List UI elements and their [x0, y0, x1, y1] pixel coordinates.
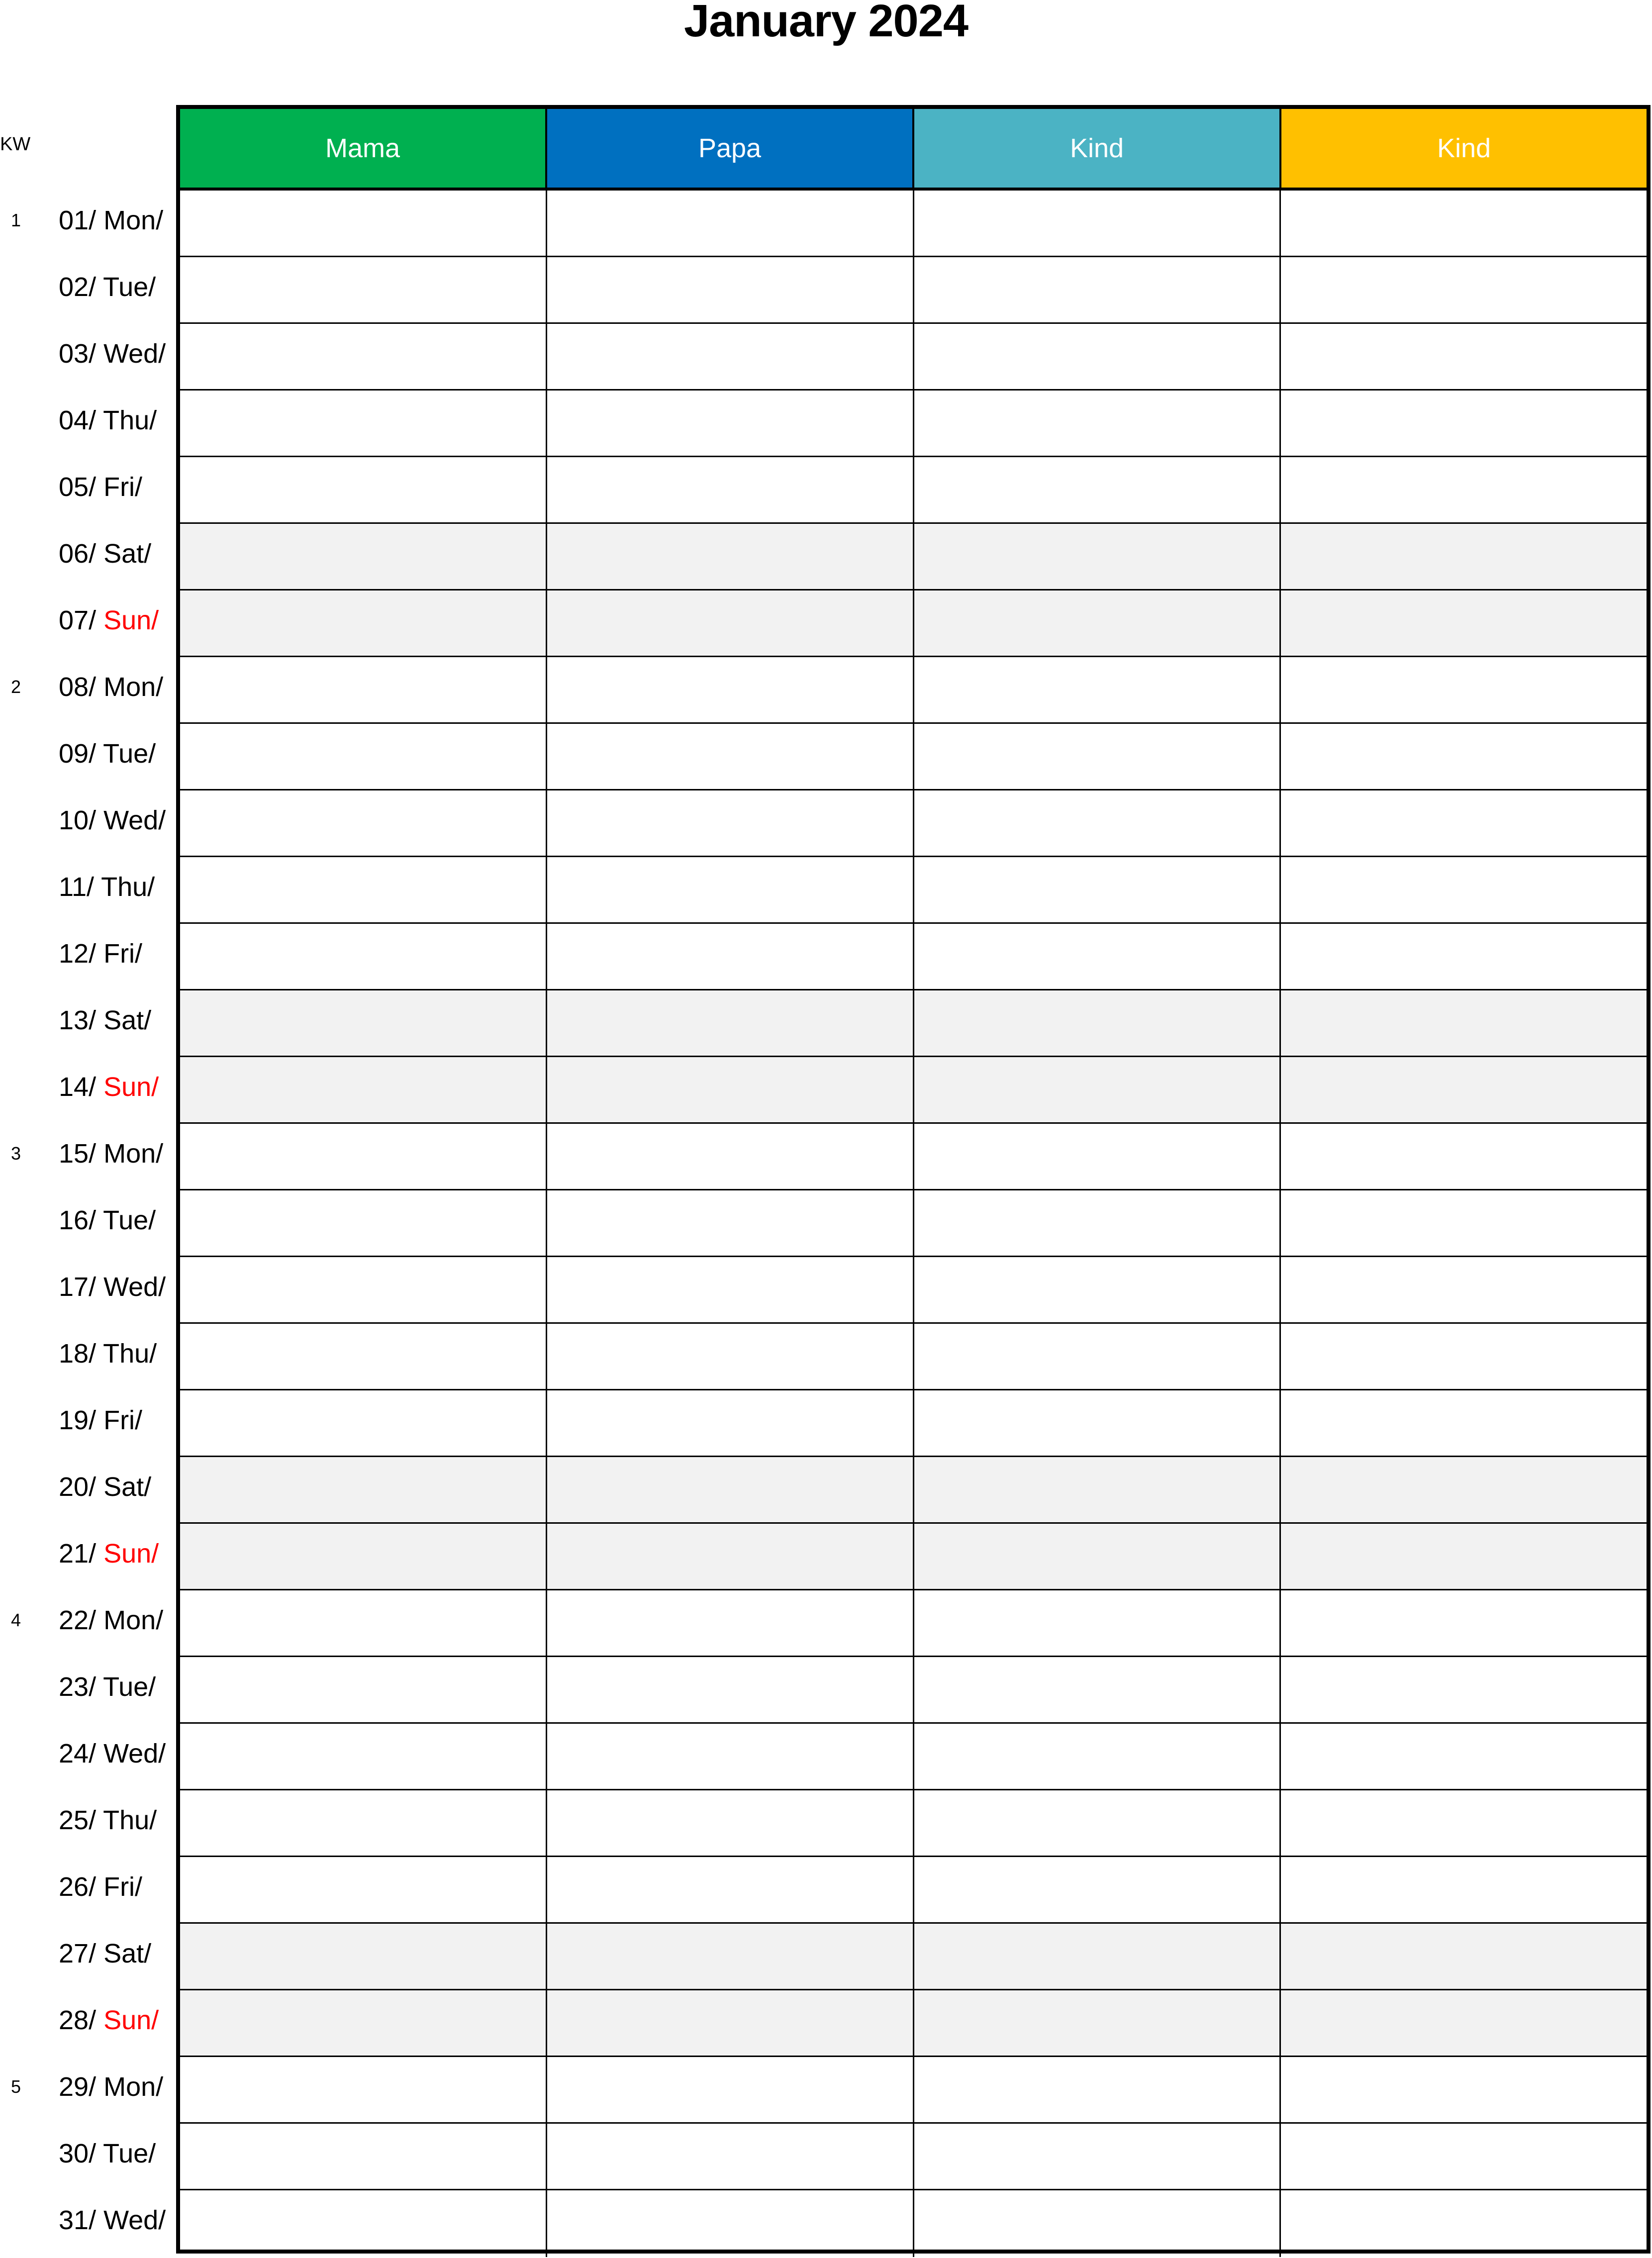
day-label: [0, 1187, 176, 1254]
entry-cell[interactable]: [1281, 1257, 1647, 1322]
day-number: 06/: [59, 539, 97, 569]
weekday-name: Sun/: [103, 2005, 159, 2035]
entry-cell[interactable]: [1281, 1124, 1647, 1189]
day-label: [0, 2187, 176, 2254]
entry-cell[interactable]: [1281, 1590, 1647, 1656]
date-label: [59, 404, 157, 436]
weekday-name: Thu/: [101, 872, 155, 902]
entry-cell[interactable]: [547, 257, 914, 322]
day-row: [180, 790, 1647, 857]
entry-cell[interactable]: [1281, 1190, 1647, 1256]
column-header-kind-1: Kind: [914, 109, 1281, 188]
entry-cell[interactable]: [1281, 191, 1647, 256]
entry-cell[interactable]: [180, 1657, 547, 1722]
entry-cell[interactable]: [1281, 1657, 1647, 1722]
entry-cell[interactable]: [547, 191, 914, 256]
planner-grid: [176, 105, 1651, 2254]
entry-cell[interactable]: [914, 1457, 1281, 1522]
day-number: 12/: [59, 939, 97, 969]
date-label: [59, 1871, 142, 1903]
weekday-name: Fri/: [103, 1405, 143, 1435]
weekday-name: Mon/: [103, 205, 164, 235]
entry-cell[interactable]: [180, 1590, 547, 1656]
day-label: [0, 254, 176, 321]
entry-cell[interactable]: [180, 524, 547, 589]
calendar-week-number: 2: [11, 677, 21, 697]
day-label: [0, 1854, 176, 1921]
entry-cell[interactable]: [547, 1124, 914, 1189]
entry-cell[interactable]: [914, 1657, 1281, 1722]
entry-cell[interactable]: [1281, 1857, 1647, 1922]
weekday-name: Sun/: [103, 605, 159, 635]
entry-cell[interactable]: [547, 1590, 914, 1656]
entry-cell[interactable]: [547, 1990, 914, 2056]
date-label: [59, 1938, 151, 1969]
column-header-row: [180, 109, 1647, 191]
entry-cell[interactable]: [180, 2190, 547, 2257]
entry-cell[interactable]: [180, 1524, 547, 1589]
day-number: 14/: [59, 1072, 97, 1102]
calendar-week-header: KW: [0, 134, 31, 155]
day-number: 01/: [59, 205, 97, 235]
entry-cell[interactable]: [180, 990, 547, 1056]
entry-cell[interactable]: [180, 1924, 547, 1989]
entry-cell[interactable]: [547, 857, 914, 922]
entry-cell[interactable]: [914, 1724, 1281, 1789]
entry-cell[interactable]: [914, 524, 1281, 589]
date-label: [59, 671, 163, 703]
entry-cell[interactable]: [1281, 1790, 1647, 1856]
entry-cell[interactable]: [547, 1324, 914, 1389]
entry-cell[interactable]: [547, 1257, 914, 1322]
day-row: [180, 524, 1647, 590]
entry-cell[interactable]: [547, 1190, 914, 1256]
day-label: [0, 721, 176, 787]
planner-rows: [180, 191, 1647, 2257]
weekday-name: Thu/: [103, 1339, 157, 1369]
day-row: [180, 724, 1647, 790]
entry-cell[interactable]: [547, 457, 914, 522]
entry-cell[interactable]: [180, 724, 547, 789]
weekday-name: Sat/: [103, 1939, 152, 1968]
day-number: 02/: [59, 272, 97, 302]
weekday-name: Wed/: [103, 1272, 166, 1302]
day-number: 16/: [59, 1205, 97, 1235]
date-label: [59, 2071, 163, 2103]
weekday-name: Wed/: [103, 339, 166, 369]
weekday-name: Sun/: [103, 1539, 159, 1569]
entry-cell[interactable]: [1281, 457, 1647, 522]
entry-cell[interactable]: [914, 1590, 1281, 1656]
day-label: [0, 1254, 176, 1321]
entry-cell[interactable]: [180, 1124, 547, 1189]
entry-cell[interactable]: [914, 590, 1281, 656]
day-number: 30/: [59, 2139, 97, 2168]
day-label: [0, 1454, 176, 1521]
weekday-name: Sat/: [103, 1472, 152, 1502]
day-number: 10/: [59, 805, 97, 835]
date-label: [59, 938, 142, 970]
entry-cell[interactable]: [547, 1524, 914, 1589]
day-label: [0, 1054, 176, 1121]
day-label: [0, 921, 176, 987]
entry-cell[interactable]: [180, 257, 547, 322]
entry-cell[interactable]: [547, 657, 914, 722]
entry-cell[interactable]: [1281, 724, 1647, 789]
weekday-name: Mon/: [103, 1139, 164, 1169]
date-label: [59, 1338, 157, 1370]
day-label: [0, 1721, 176, 1787]
entry-cell[interactable]: [914, 1524, 1281, 1589]
entry-cell[interactable]: [180, 1457, 547, 1522]
day-row: [180, 1124, 1647, 1190]
date-label: [59, 804, 166, 836]
day-label: [0, 2121, 176, 2187]
day-label: [0, 1654, 176, 1721]
calendar-week-number: 4: [11, 1610, 21, 1630]
date-label: [59, 538, 151, 570]
entry-cell[interactable]: [180, 857, 547, 922]
weekday-name: Mon/: [103, 1605, 164, 1635]
entry-cell[interactable]: [914, 1990, 1281, 2056]
day-label: [0, 1121, 176, 1187]
day-number: 22/: [59, 1605, 97, 1635]
day-label: [0, 2054, 176, 2121]
day-row: [180, 657, 1647, 724]
date-label: [59, 1071, 159, 1103]
date-label: [59, 738, 156, 770]
date-label: [59, 271, 156, 303]
day-row: [180, 2190, 1647, 2257]
day-label: [0, 854, 176, 921]
entry-cell[interactable]: [1281, 1924, 1647, 1989]
entry-cell[interactable]: [547, 1457, 914, 1522]
entry-cell[interactable]: [1281, 391, 1647, 456]
day-row: [180, 257, 1647, 324]
entry-cell[interactable]: [180, 1057, 547, 1122]
day-label: [0, 1321, 176, 1387]
weekday-name: Tue/: [103, 1672, 156, 1702]
entry-cell[interactable]: [180, 2124, 547, 2189]
entry-cell[interactable]: [180, 391, 547, 456]
weekday-name: Sun/: [103, 1072, 159, 1102]
day-number: 05/: [59, 472, 97, 502]
weekday-name: Fri/: [103, 939, 143, 969]
entry-cell[interactable]: [914, 324, 1281, 389]
day-number: 26/: [59, 1872, 97, 1902]
entry-cell[interactable]: [1281, 857, 1647, 922]
day-row: [180, 1924, 1647, 1990]
day-row: [180, 324, 1647, 391]
day-row: [180, 857, 1647, 924]
entry-cell[interactable]: [1281, 2190, 1647, 2257]
weekday-name: Sat/: [103, 1005, 152, 1035]
weekday-name: Thu/: [103, 1805, 157, 1835]
entry-cell[interactable]: [914, 391, 1281, 456]
entry-cell[interactable]: [1281, 924, 1647, 989]
entry-cell[interactable]: [180, 1190, 547, 1256]
column-header-kind-2: Kind: [1281, 109, 1647, 188]
entry-cell[interactable]: [1281, 1724, 1647, 1789]
entry-cell[interactable]: [180, 657, 547, 722]
date-label: [59, 1671, 156, 1703]
entry-cell[interactable]: [914, 924, 1281, 989]
day-row: [180, 1524, 1647, 1590]
entry-cell[interactable]: [1281, 257, 1647, 322]
day-row: [180, 1057, 1647, 1124]
entry-cell[interactable]: [914, 457, 1281, 522]
weekday-name: Wed/: [103, 805, 166, 835]
weekday-name: Wed/: [103, 1739, 166, 1768]
day-number: 27/: [59, 1939, 97, 1968]
entry-cell[interactable]: [547, 2057, 914, 2122]
day-number: 19/: [59, 1405, 97, 1435]
day-label: [0, 1587, 176, 1654]
entry-cell[interactable]: [914, 1057, 1281, 1122]
entry-cell[interactable]: [914, 790, 1281, 856]
day-label: [0, 188, 176, 254]
day-number: 25/: [59, 1805, 97, 1835]
entry-cell[interactable]: [1281, 1057, 1647, 1122]
entry-cell[interactable]: [180, 324, 547, 389]
day-label: [0, 588, 176, 654]
day-row: [180, 1590, 1647, 1657]
entry-cell[interactable]: [914, 1324, 1281, 1389]
entry-cell[interactable]: [547, 524, 914, 589]
entry-cell[interactable]: [547, 724, 914, 789]
column-header-papa: Papa: [547, 109, 914, 188]
entry-cell[interactable]: [180, 2057, 547, 2122]
weekday-name: Tue/: [103, 272, 156, 302]
entry-cell[interactable]: [914, 191, 1281, 256]
entry-cell[interactable]: [180, 191, 547, 256]
date-label: [59, 1738, 166, 1769]
day-number: 11/: [59, 872, 95, 902]
entry-cell[interactable]: [914, 1257, 1281, 1322]
weekday-name: Tue/: [103, 2139, 156, 2168]
day-row: [180, 1257, 1647, 1324]
entry-cell[interactable]: [914, 724, 1281, 789]
calendar-week-number: 1: [11, 210, 21, 230]
weekday-name: Sat/: [103, 539, 152, 569]
day-number: 21/: [59, 1539, 97, 1569]
date-label: [59, 1804, 157, 1836]
entry-cell[interactable]: [1281, 524, 1647, 589]
entry-cell[interactable]: [547, 1657, 914, 1722]
day-number: 17/: [59, 1272, 97, 1302]
day-row: [180, 1657, 1647, 1724]
entry-cell[interactable]: [547, 1857, 914, 1922]
page-title: January 2024: [683, 0, 969, 46]
entry-cell[interactable]: [180, 1324, 547, 1389]
day-row: [180, 1857, 1647, 1924]
day-number: 09/: [59, 739, 97, 769]
entry-cell[interactable]: [180, 1790, 547, 1856]
day-number: 07/: [59, 605, 97, 635]
entry-cell[interactable]: [180, 1857, 547, 1922]
day-row: [180, 1324, 1647, 1390]
day-label: [0, 1921, 176, 1987]
entry-cell[interactable]: [914, 1924, 1281, 1989]
entry-cell[interactable]: [547, 1057, 914, 1122]
entry-cell[interactable]: [914, 857, 1281, 922]
day-row: [180, 990, 1647, 1057]
date-label: [59, 1271, 166, 1303]
entry-cell[interactable]: [914, 1857, 1281, 1922]
day-label: [0, 1987, 176, 2054]
day-number: 18/: [59, 1339, 97, 1369]
entry-cell[interactable]: [547, 1724, 914, 1789]
entry-cell[interactable]: [1281, 590, 1647, 656]
date-label: [59, 871, 155, 903]
day-label: [0, 321, 176, 388]
entry-cell[interactable]: [914, 1124, 1281, 1189]
entry-cell[interactable]: [547, 2190, 914, 2257]
day-number: 24/: [59, 1739, 97, 1768]
day-row: [180, 1390, 1647, 1457]
entry-cell[interactable]: [547, 1390, 914, 1456]
entry-cell[interactable]: [1281, 2124, 1647, 2189]
entry-cell[interactable]: [547, 924, 914, 989]
entry-cell[interactable]: [914, 2057, 1281, 2122]
day-row: [180, 2057, 1647, 2124]
weekday-name: Mon/: [103, 672, 164, 702]
day-number: 03/: [59, 339, 97, 369]
entry-cell[interactable]: [1281, 990, 1647, 1056]
entry-cell[interactable]: [1281, 1457, 1647, 1522]
date-label: [59, 338, 166, 370]
day-row: [180, 191, 1647, 257]
date-label: [59, 1471, 151, 1503]
entry-cell[interactable]: [180, 924, 547, 989]
entry-cell[interactable]: [1281, 324, 1647, 389]
entry-cell[interactable]: [547, 790, 914, 856]
entry-cell[interactable]: [180, 1990, 547, 2056]
day-label: [0, 454, 176, 521]
entry-cell[interactable]: [547, 391, 914, 456]
calendar-week-number: 3: [11, 1143, 21, 1164]
weekday-name: Mon/: [103, 2072, 164, 2102]
entry-cell[interactable]: [180, 590, 547, 656]
entry-cell[interactable]: [547, 324, 914, 389]
day-row: [180, 1790, 1647, 1857]
day-row: [180, 1190, 1647, 1257]
entry-cell[interactable]: [1281, 1524, 1647, 1589]
day-number: 31/: [59, 2205, 97, 2235]
weekday-name: Fri/: [103, 472, 143, 502]
entry-cell[interactable]: [547, 990, 914, 1056]
calendar-week-number: 5: [11, 2076, 21, 2097]
entry-cell[interactable]: [1281, 1390, 1647, 1456]
weekday-name: Thu/: [103, 405, 157, 435]
day-number: 04/: [59, 405, 97, 435]
day-number: 15/: [59, 1139, 97, 1169]
day-label: [0, 1787, 176, 1854]
date-label: [59, 1604, 163, 1636]
day-number: 20/: [59, 1472, 97, 1502]
day-row: [180, 457, 1647, 524]
weekday-name: Wed/: [103, 2205, 166, 2235]
date-label: [59, 2138, 156, 2169]
entry-cell[interactable]: [180, 457, 547, 522]
entry-cell[interactable]: [547, 1924, 914, 1989]
entry-cell[interactable]: [914, 657, 1281, 722]
day-number: 13/: [59, 1005, 97, 1035]
day-row: [180, 590, 1647, 657]
date-label: [59, 1404, 142, 1436]
entry-cell[interactable]: [914, 257, 1281, 322]
entry-cell[interactable]: [180, 1257, 547, 1322]
column-header-mama: Mama: [180, 109, 547, 188]
date-label: [59, 1138, 163, 1170]
day-label: [0, 1521, 176, 1587]
day-row: [180, 391, 1647, 457]
date-label: [59, 1538, 159, 1570]
entry-cell[interactable]: [914, 1390, 1281, 1456]
day-row: [180, 1724, 1647, 1790]
day-row: [180, 924, 1647, 990]
day-label: [0, 388, 176, 454]
day-row: [180, 1990, 1647, 2057]
date-label: [59, 1004, 151, 1036]
entry-cell[interactable]: [1281, 657, 1647, 722]
day-label: [0, 654, 176, 721]
entry-cell[interactable]: [547, 590, 914, 656]
entry-cell[interactable]: [914, 1190, 1281, 1256]
date-label: [59, 1204, 156, 1236]
entry-cell[interactable]: [180, 1724, 547, 1789]
day-label: [0, 787, 176, 854]
entry-cell[interactable]: [1281, 790, 1647, 856]
day-number: 08/: [59, 672, 97, 702]
day-number: 23/: [59, 1672, 97, 1702]
day-label: [0, 521, 176, 588]
entry-cell[interactable]: [180, 790, 547, 856]
entry-cell[interactable]: [547, 2124, 914, 2189]
entry-cell[interactable]: [547, 1790, 914, 1856]
date-label: [59, 2004, 159, 2036]
entry-cell[interactable]: [914, 1790, 1281, 1856]
entry-cell[interactable]: [1281, 1990, 1647, 2056]
day-number: 28/: [59, 2005, 97, 2035]
day-label: [0, 1387, 176, 1454]
entry-cell[interactable]: [180, 1390, 547, 1456]
date-label: [59, 2204, 166, 2236]
weekday-name: Fri/: [103, 1872, 143, 1902]
entry-cell[interactable]: [914, 2190, 1281, 2257]
day-number: 29/: [59, 2072, 97, 2102]
date-label: [59, 604, 159, 636]
entry-cell[interactable]: [1281, 2057, 1647, 2122]
entry-cell[interactable]: [1281, 1324, 1647, 1389]
entry-cell[interactable]: [914, 2124, 1281, 2189]
day-row: [180, 2124, 1647, 2190]
date-label: [59, 471, 142, 503]
day-label: [0, 987, 176, 1054]
day-row: [180, 1457, 1647, 1524]
weekday-name: Tue/: [103, 1205, 156, 1235]
date-label: [59, 204, 163, 236]
entry-cell[interactable]: [914, 990, 1281, 1056]
weekday-name: Tue/: [103, 739, 156, 769]
